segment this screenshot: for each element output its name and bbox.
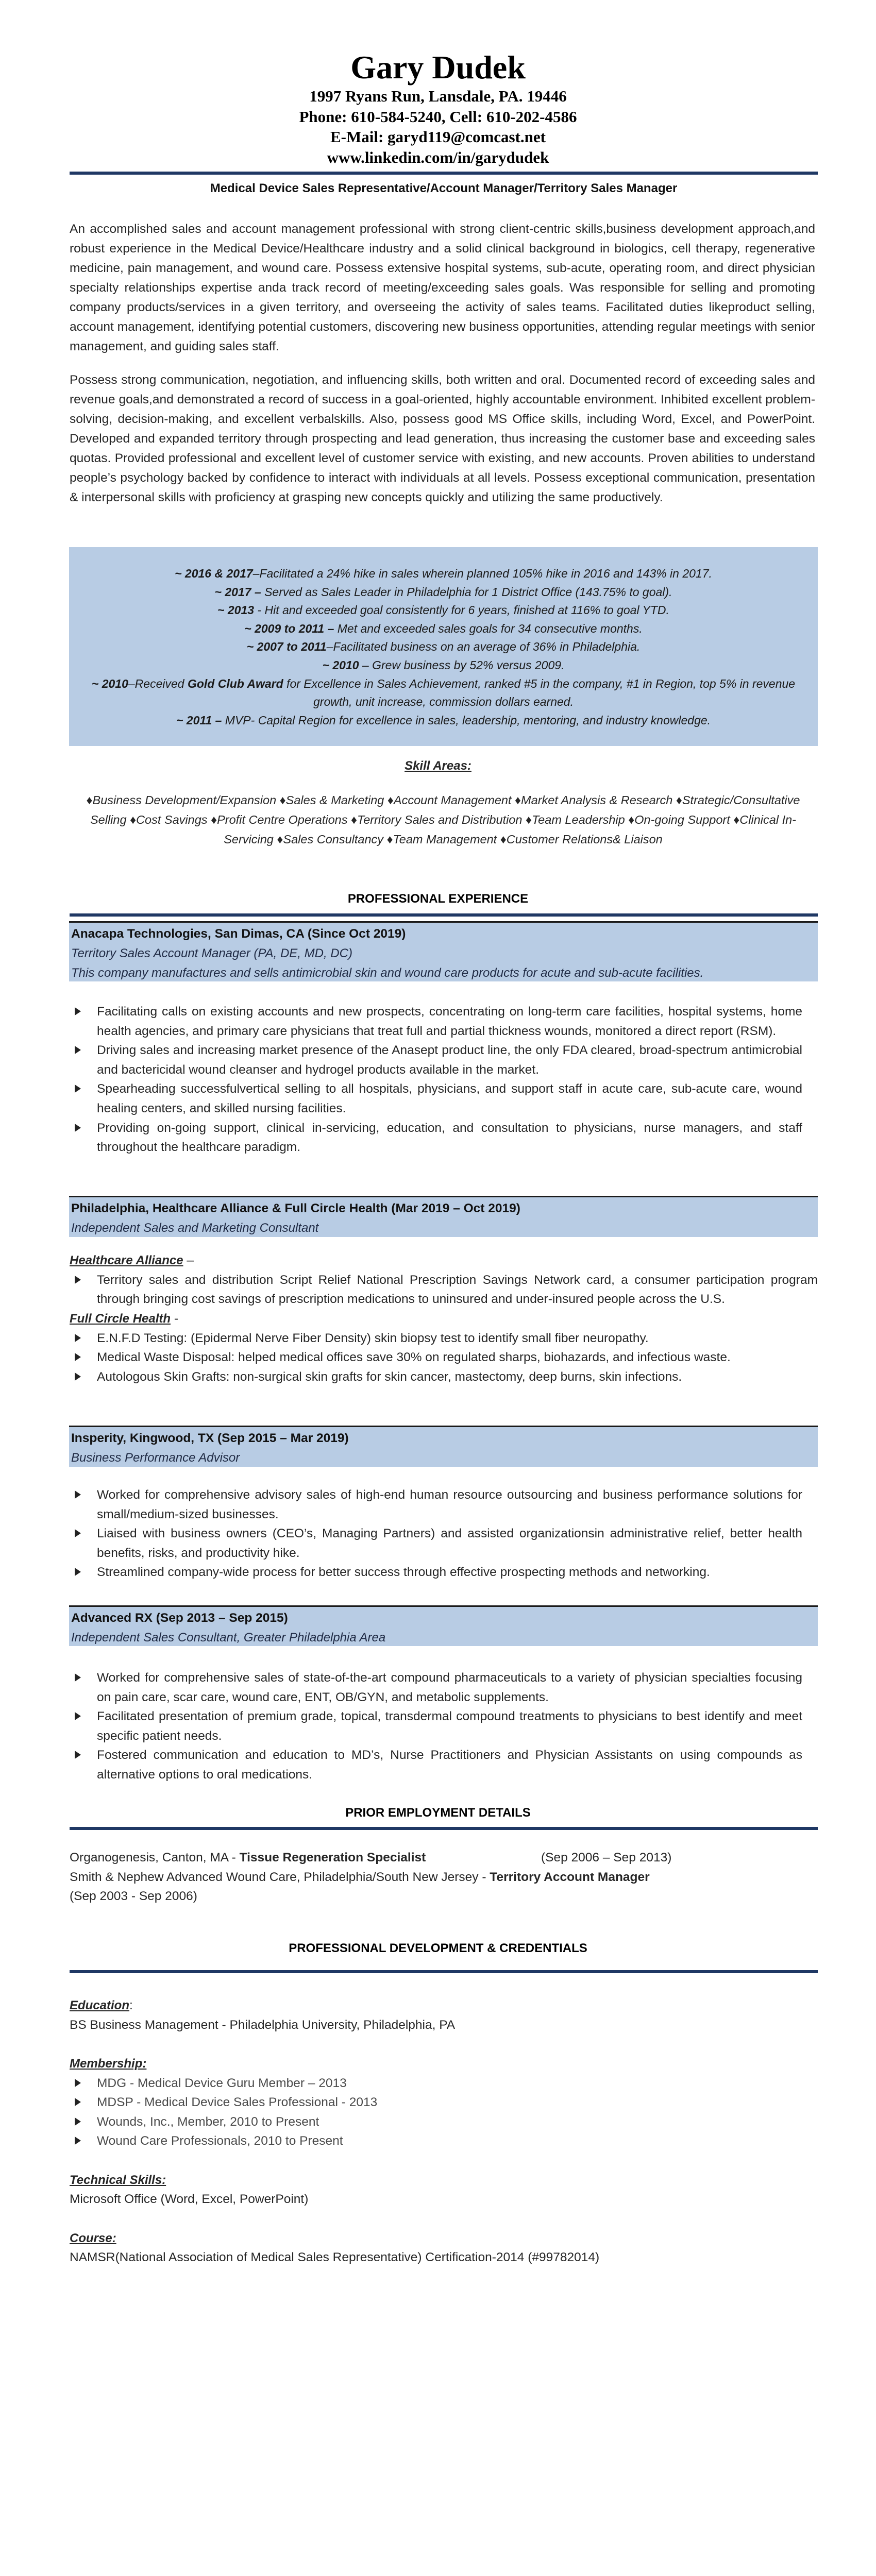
section-divider — [70, 913, 818, 917]
list-item: Medical Waste Disposal: helped medical offices save 30% on regulated sharps, biohazards, and infectious waste. — [75, 1348, 818, 1367]
credentials-block — [70, 1996, 818, 2267]
education-title-row: Education: — [70, 1998, 133, 2012]
arrow-bullet-icon — [75, 2079, 81, 2087]
diamond-bullet-icon: ♦ — [500, 833, 507, 846]
list-item: Fostered communication and education to MD’s, Nurse Practitioners and Physician Assistants on using compounds as alternative options to oral medications. — [75, 1745, 802, 1784]
arrow-bullet-icon — [75, 2117, 81, 2126]
diamond-bullet-icon: ♦ — [86, 793, 93, 807]
achievement-item: ~ 2010 – Grew business by 52% versus 2009. — [322, 658, 565, 672]
summary-paragraph-2: Possess strong communication, negotiation, and influencing skills, both written and oral. Documented record of exceeding sales and revenue goals,and demonstrated a record of success in a goal-oriented, highly accountable environment. Inhibited excellent problem-solving, decision-making, and excellent verbalskills. Also, possess good MS Office skills, including Word, Excel, and PowerPoint. Developed and expanded territory through prospecting and lead generation, thus increasing the customer base and exceeding sales quotas. Provided professional and excellent level of customer service with existing, and new accounts. Proven abilities to understand people’s psychology backed by confidence to interact with individuals at all levels. Possess exceptional communication, presentation & interpersonal skills with proficiency at grasping new concepts quickly and utilizing the same productively. — [70, 373, 815, 504]
list-item: Providing on-going support, clinical in-servicing, education, and consultation to physicians, nurse managers, and staff throughout the healthcare paradigm. — [75, 1118, 802, 1157]
section-divider — [70, 1827, 818, 1830]
skill-item: ♦Territory Sales and Distribution — [351, 813, 523, 826]
list-item: Autologous Skin Grafts: non-surgical skin grafts for skin cancer, mastectomy, deep burns, skin infections. — [75, 1367, 818, 1387]
arrow-bullet-icon — [75, 1372, 81, 1381]
list-item: Territory sales and distribution Script Relief National Prescription Savings Network card, a consumer participation program through bringing cost savings of prescription medications to uninsured and under-insured people across the U.S. — [75, 1270, 818, 1309]
course-title: Course: — [70, 2231, 116, 2245]
prior-employment-heading: PRIOR EMPLOYMENT DETAILS — [345, 1806, 531, 1820]
contact-block — [0, 86, 876, 167]
credentials-heading: PROFESSIONAL DEVELOPMENT & CREDENTIALS — [289, 1941, 587, 1955]
list-item: Wounds, Inc., Member, 2010 to Present — [75, 2112, 818, 2132]
email: E-Mail: garyd119@comcast.net — [330, 128, 546, 146]
arrow-bullet-icon — [75, 1334, 81, 1342]
diamond-bullet-icon: ♦ — [676, 793, 682, 807]
arrow-bullet-icon — [75, 2098, 81, 2106]
diamond-bullet-icon: ♦ — [386, 833, 393, 846]
skill-item: ♦Sales & Marketing — [279, 793, 384, 807]
achievement-item: ~ 2017 – Served as Sales Leader in Philadelphia for 1 District Office (143.75% to goal). — [214, 585, 672, 599]
arrow-bullet-icon — [75, 1568, 81, 1576]
company-name: Advanced RX (Sep 2013 – Sep 2015) — [71, 1611, 288, 1625]
membership-list — [75, 2074, 818, 2151]
address: 1997 Ryans Run, Lansdale, PA. 19446 — [309, 87, 567, 105]
arrow-bullet-icon — [75, 1276, 81, 1284]
skill-item: ♦Account Management — [387, 793, 512, 807]
prior-employment-list — [70, 1848, 818, 1906]
list-item: Streamlined company-wide process for better success through effective prospecting methods and networking. — [75, 1563, 802, 1582]
achievement-item: ~ 2013 - Hit and exceeded goal consistently for 6 years, finished at 116% to goal YTD. — [217, 603, 669, 617]
list-item: Liaised with business owners (CEO’s, Managing Partners) and assisted organizationsin administrative relief, better health benefits, risks, and productivity hike. — [75, 1524, 802, 1563]
list-item: Facilitating calls on existing accounts and new prospects, concentrating on long-term care facilities, hospital systems, home health agencies, and primary care physicians that treat full and partial thickness wounds, monitored a direct report (RSM). — [75, 1002, 802, 1041]
job-header-advanced-rx — [69, 1605, 818, 1646]
arrow-bullet-icon — [75, 1046, 81, 1054]
arrow-bullet-icon — [75, 1673, 81, 1682]
job-header-anacapa — [69, 921, 818, 981]
job-role: Business Performance Advisor — [71, 1451, 240, 1465]
job-role: Independent Sales Consultant, Greater Philadelphia Area — [71, 1631, 386, 1645]
list-item: MDSP - Medical Device Sales Professional - 2013 — [75, 2093, 818, 2112]
arrow-bullet-icon — [75, 1084, 81, 1093]
arrow-bullet-icon — [75, 1490, 81, 1499]
prior-entry: Organogenesis, Canton, MA - Tissue Regeneration Specialist (Sep 2006 – Sep 2013) — [70, 1851, 672, 1865]
achievement-item: ~ 2009 to 2011 – Met and exceeded sales goals for 34 consecutive months. — [244, 621, 643, 635]
arrow-bullet-icon — [75, 1712, 81, 1720]
diamond-bullet-icon: ♦ — [211, 813, 217, 826]
phone: Phone: 610-584-5240, Cell: 610-202-4586 — [299, 107, 577, 126]
prior-entry: Smith & Nephew Advanced Wound Care, Philadelphia/South New Jersey - Territory Account Manager (Sep 2003 - Sep 2006) — [70, 1870, 650, 1903]
skill-item: ♦Sales Consultancy — [277, 833, 384, 846]
job-role: Territory Sales Account Manager (PA, DE, MD, DC) — [71, 946, 352, 960]
subsection-healthcare-alliance: Healthcare Alliance – — [70, 1253, 194, 1267]
technical-skills-value: Microsoft Office (Word, Excel, PowerPoint) — [70, 2192, 309, 2207]
job-header-philadelphia — [69, 1196, 818, 1237]
achievements-box — [69, 547, 818, 746]
technical-skills-title: Technical Skills: — [70, 2173, 166, 2187]
job-target-title: Medical Device Sales Representative/Account Manager/Territory Sales Manager — [210, 181, 678, 195]
diamond-bullet-icon: ♦ — [733, 813, 740, 826]
education-title: Education — [70, 1998, 130, 2012]
arrow-bullet-icon — [75, 1124, 81, 1132]
achievement-item: ~ 2016 & 2017–Facilitated a 24% hike in sales wherein planned 105% hike in 2016 and 143% in 2017. — [175, 567, 712, 580]
job-bullets-anacapa — [75, 1002, 802, 1157]
skill-item: ♦Clinical In-Servicing — [224, 813, 796, 846]
membership-title: Membership: — [70, 2057, 147, 2071]
subsection-full-circle-health: Full Circle Health - — [70, 1311, 179, 1326]
arrow-bullet-icon — [75, 1529, 81, 1537]
healthcare-alliance-bullets — [75, 1270, 818, 1309]
skill-item: ♦Team Management — [386, 833, 497, 846]
course-value: NAMSR(National Association of Medical Sales Representative) Certification-2014 (#99782014) — [70, 2250, 600, 2265]
skill-item: ♦Team Leadership — [525, 813, 625, 826]
job-bullets-insperity — [75, 1485, 802, 1582]
arrow-bullet-icon — [75, 1353, 81, 1361]
diamond-bullet-icon: ♦ — [351, 813, 357, 826]
diamond-bullet-icon: ♦ — [515, 793, 521, 807]
achievement-item: ~ 2011 – MVP- Capital Region for excellence in sales, leadership, mentoring, and industry knowledge. — [176, 713, 711, 727]
list-item: Spearheading successfulvertical selling to all hospitals, physicians, and support staff in acute care, sub-acute care, wound healing centers, and skilled nursing facilities. — [75, 1079, 802, 1118]
job-bullets-advanced-rx — [75, 1668, 802, 1785]
list-item: Driving sales and increasing market presence of the Anasept product line, the only FDA cleared, broad-spectrum antimicrobial and bactericidal wound cleanser and hydrogel products available in the market. — [75, 1041, 802, 1079]
candidate-name: Gary Dudek — [350, 49, 526, 86]
list-item: MDG - Medical Device Guru Member – 2013 — [75, 2074, 818, 2093]
skill-item: ♦Business Development/Expansion — [86, 793, 277, 807]
company-name: Philadelphia, Healthcare Alliance & Full Circle Health (Mar 2019 – Oct 2019) — [71, 1201, 520, 1215]
section-divider — [70, 1970, 818, 1973]
skill-areas-title: Skill Areas: — [405, 759, 471, 773]
summary-paragraph-1: An accomplished sales and account management professional with strong client-centric skills,business development approach,and robust experience in the Medical Device/Healthcare industry and a solid clinical background in biologics, cell therapy, regenerative medicine, pain management, and wound care. Possess extensive hospital systems, sub-acute, operating room, and direct physician specialty relationships expertise anda track record of meeting/exceeding sales goals. Was responsible for selling and promoting company products/services in a given territory, and overseeing the activity of sales teams. Facilitated duties likeproduct selling, account management, identifying potential customers, discovering new business opportunities, attending regular meetings with senior management, and guiding sales staff. — [70, 222, 815, 353]
professional-experience-heading: PROFESSIONAL EXPERIENCE — [347, 892, 529, 906]
list-item: Worked for comprehensive sales of state-of-the-art compound pharmaceuticals to a variety of physician specialties focusing on pain care, scar care, wound care, ENT, OB/GYN, and metabolic supplements. — [75, 1668, 802, 1707]
diamond-bullet-icon: ♦ — [387, 793, 394, 807]
company-name: Anacapa Technologies, San Dimas, CA (Since Oct 2019) — [71, 927, 406, 941]
company-name: Insperity, Kingwood, TX (Sep 2015 – Mar 2019) — [71, 1431, 349, 1445]
list-item: Worked for comprehensive advisory sales of high-end human resource outsourcing and business performance solutions for small/medium-sized businesses. — [75, 1485, 802, 1524]
job-details-philadelphia — [70, 1251, 818, 1386]
job-header-insperity — [69, 1426, 818, 1467]
arrow-bullet-icon — [75, 1751, 81, 1759]
diamond-bullet-icon: ♦ — [277, 833, 283, 846]
linkedin-url: www.linkedin.com/in/garydudek — [327, 148, 549, 166]
diamond-bullet-icon: ♦ — [525, 813, 532, 826]
arrow-bullet-icon — [75, 1007, 81, 1015]
achievement-item: ~ 2007 to 2011–Facilitated business on an average of 36% in Philadelphia. — [246, 640, 641, 654]
job-role: Independent Sales and Marketing Consultant — [71, 1221, 319, 1235]
arrow-bullet-icon — [75, 2137, 81, 2145]
diamond-bullet-icon: ♦ — [628, 813, 635, 826]
full-circle-health-bullets — [75, 1329, 818, 1387]
skill-item: ♦Cost Savings — [130, 813, 208, 826]
header-divider — [70, 172, 818, 175]
company-description: This company manufactures and sells antimicrobial skin and wound care products for acute and sub-acute facilities. — [71, 966, 704, 980]
list-item: E.N.F.D Testing: (Epidermal Nerve Fiber Density) skin biopsy test to identify small fiber neuropathy. — [75, 1329, 818, 1348]
diamond-bullet-icon: ♦ — [279, 793, 286, 807]
skill-item: ♦Customer Relations& Liaison — [500, 833, 663, 846]
list-item: Facilitated presentation of premium grade, topical, transdermal compound treatments to physicians to best identify and meet specific patient needs. — [75, 1707, 802, 1745]
skill-areas-list — [77, 790, 809, 849]
skill-item: ♦Strategic/Consultative Selling — [90, 793, 800, 826]
achievement-item: ~ 2010–Received Gold Club Award for Excellence in Sales Achievement, ranked #5 in the company, #1 in Region, top 5% in revenue growth, unit increase, commission dollars earned. — [91, 676, 796, 709]
education-value: BS Business Management - Philadelphia University, Philadelphia, PA — [70, 2018, 456, 2032]
skill-item: ♦Market Analysis & Research — [515, 793, 673, 807]
skill-item: ♦On-going Support — [628, 813, 730, 826]
diamond-bullet-icon: ♦ — [130, 813, 137, 826]
list-item: Wound Care Professionals, 2010 to Present — [75, 2131, 818, 2151]
skill-item: ♦Profit Centre Operations — [211, 813, 348, 826]
